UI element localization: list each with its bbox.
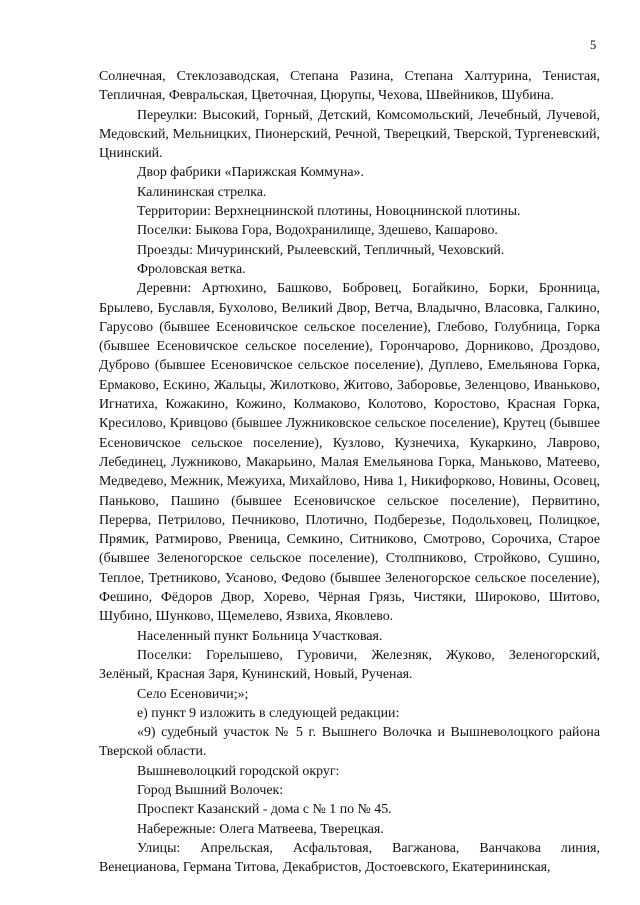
paragraph: Двор фабрики «Парижская Коммуна». [137, 165, 364, 181]
paragraph: е) пункт 9 изложить в следующей редакции: [137, 705, 400, 721]
paragraph: Калининская стрелка. [137, 184, 267, 200]
document-body [99, 67, 600, 877]
paragraph: Проезды: Мичуринский, Рылеевский, Тепличный, Чеховский. [137, 242, 505, 258]
paragraph: Улицы: Апрельская, Асфальтовая, Вагжанова, Ванчакова линия, Венецианова, Германа Титова, Декабристов, Достоевского, Екатерининская, [99, 840, 600, 876]
paragraph: Территории: Верхнецнинской плотины, Новоцнинской плотины. [137, 204, 521, 220]
paragraph: Переулки: Высокий, Горный, Детский, Комсомольский, Лечебный, Лучевой, Медовский, Мельницких, Пионерский, Речной, Тверецкий, Тверской, Тургеневский, Цнинский. [99, 107, 600, 162]
paragraph: Набережные: Олега Матвеева, Тверецкая. [137, 821, 384, 837]
paragraph: Деревни: Артюхино, Башково, Бобровец, Богайкино, Борки, Бронница, Брылево, Буславля, Бухолово, Великий Двор, Ветча, Владычно, Власовка, Галкино, Гарусово (бывшее Есеновичское сельское поселение), Глебово, Голубница, Горка (бывшее Есеновичское сельское поселение), Горончарово, Дорниково, Дроздово, Дуброво (бывшее Есеновичское сельское поселение), Дуплево, Емельянова Горка, Ермаково, Ескино, Жальцы, Жилотково, Житово, Заборовье, Зеленцово, Иваньково, Игнатиха, Кожакино, Кожино, Колмаково, Колотово, Коростово, Красная Горка, Кресилово, Кривцово (бывшее Лужниковское сельское поселение), Крутец (бывшее Есеновичское сельское поселение), Кузлово, Кузнечиха, Кукаркино, Лаврово, Лебединец, Лужниково, Макарьино, Малая Емельянова Горка, Маньково, Матеево, Медведево, Межник, Межуиха, Михайлово, Нива 1, Никифорково, Новины, Осовец, Паньково, Пашино (бывшее Есеновичское сельское поселение), Первитино, Перерва, Петрилово, Печниково, Плотично, Подберезье, Подольховец, Полицкое, Прямик, Ратмирово, Рвеница, Семкино, Ситниково, Смотрово, Сорочиха, Старое (бывшее Зеленогорское сельское поселение), Столпниково, Стройково, Сушино, Теплое, Третниково, Усаново, Федово (бывшее Зеленогорское сельское поселение), Фешино, Фёдоров Двор, Хорево, Чёрная Грязь, Чистяки, Широково, Шитово, Шубино, Шунково, Щемелево, Язвиха, Яковлево. [99, 281, 600, 625]
paragraph: Солнечная, Стеклозаводская, Степана Разина, Степана Халтурина, Тенистая, Тепличная, Февральская, Цветочная, Цюрупы, Чехова, Швейников, Шубина. [99, 69, 600, 104]
paragraph: «9) судебный участок № 5 г. Вышнего Волочка и Вышневолоцкого района Тверской области. [99, 725, 600, 760]
paragraph: Проспект Казанский - дома с № 1 по № 45. [137, 802, 392, 818]
paragraph: Поселки: Горелышево, Гуровичи, Железняк, Жуково, Зеленогорский, Зелёный, Красная Заря, Кунинский, Новый, Рученая. [99, 647, 600, 683]
paragraph: Село Есеновичи;»; [137, 686, 249, 702]
paragraph: Фроловская ветка. [137, 261, 246, 277]
paragraph: Поселки: Быкова Гора, Водохранилище, Здешево, Кашарово. [137, 223, 498, 239]
page-number: 5 [590, 38, 597, 52]
paragraph: Вышневолоцкий городской округ: [137, 763, 340, 779]
paragraph: Населенный пункт Больница Участковая. [137, 628, 383, 644]
paragraph: Город Вышний Волочек: [137, 782, 284, 798]
